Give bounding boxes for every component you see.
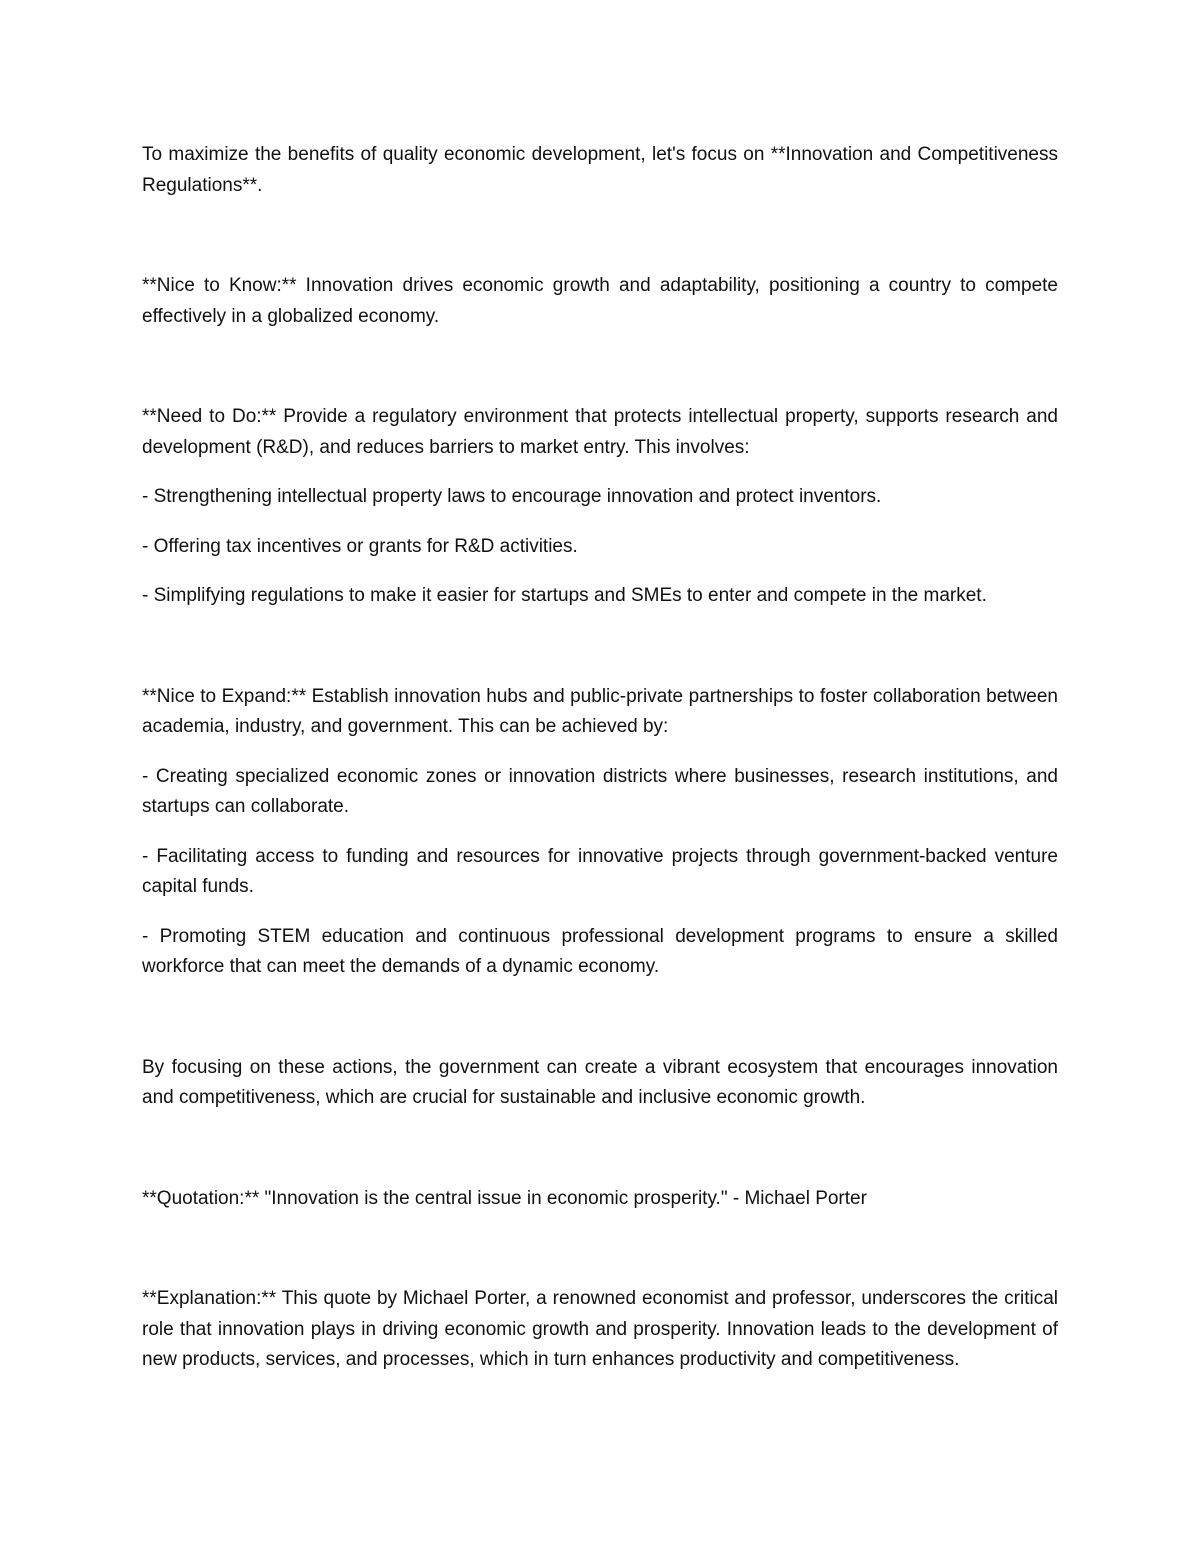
need-to-do-paragraph: **Need to Do:** Provide a regulatory environment that protects intellectual property, supports research and development (R&D), and reduces barriers to market entry. This involves: <box>142 406 1058 458</box>
document-page <box>142 140 1058 1376</box>
nice-to-know-paragraph: **Nice to Know:** Innovation drives economic growth and adaptability, positioning a country to compete effectively in a globalized economy. <box>142 275 1058 327</box>
quotation-paragraph: **Quotation:** "Innovation is the central issue in economic prosperity." - Michael Porter <box>142 1187 867 1209</box>
nice-to-expand-paragraph: **Nice to Expand:** Establish innovation hubs and public-private partnerships to foster collaboration between academia, industry, and government. This can be achieved by: <box>142 685 1058 737</box>
intro-paragraph: To maximize the benefits of quality economic development, let's focus on **Innovation and Competitiveness Regulations**. <box>142 144 1058 196</box>
need-to-do-item: - Simplifying regulations to make it easier for startups and SMEs to enter and compete in the market. <box>142 585 987 606</box>
nice-to-expand-item: - Promoting STEM education and continuous professional development programs to ensure a skilled workforce that can meet the demands of a dynamic economy. <box>142 925 1058 977</box>
need-to-do-item: - Offering tax incentives or grants for R&D activities. <box>142 535 578 557</box>
need-to-do-item: - Strengthening intellectual property laws to encourage innovation and protect inventors. <box>142 486 882 507</box>
explanation-paragraph: **Explanation:** This quote by Michael Porter, a renowned economist and professor, underscores the critical role that innovation plays in driving economic growth and prosperity. Innovation leads to the development of new products, services, and processes, which in turn enhances productivity and competitiveness. <box>142 1288 1058 1370</box>
closing-paragraph: By focusing on these actions, the government can create a vibrant ecosystem that encourages innovation and competitiveness, which are crucial for sustainable and inclusive economic growth. <box>142 1056 1058 1108</box>
nice-to-expand-item: - Facilitating access to funding and resources for innovative projects through government-backed venture capital funds. <box>142 845 1058 897</box>
nice-to-expand-item: - Creating specialized economic zones or innovation districts where businesses, research institutions, and startups can collaborate. <box>142 765 1058 817</box>
